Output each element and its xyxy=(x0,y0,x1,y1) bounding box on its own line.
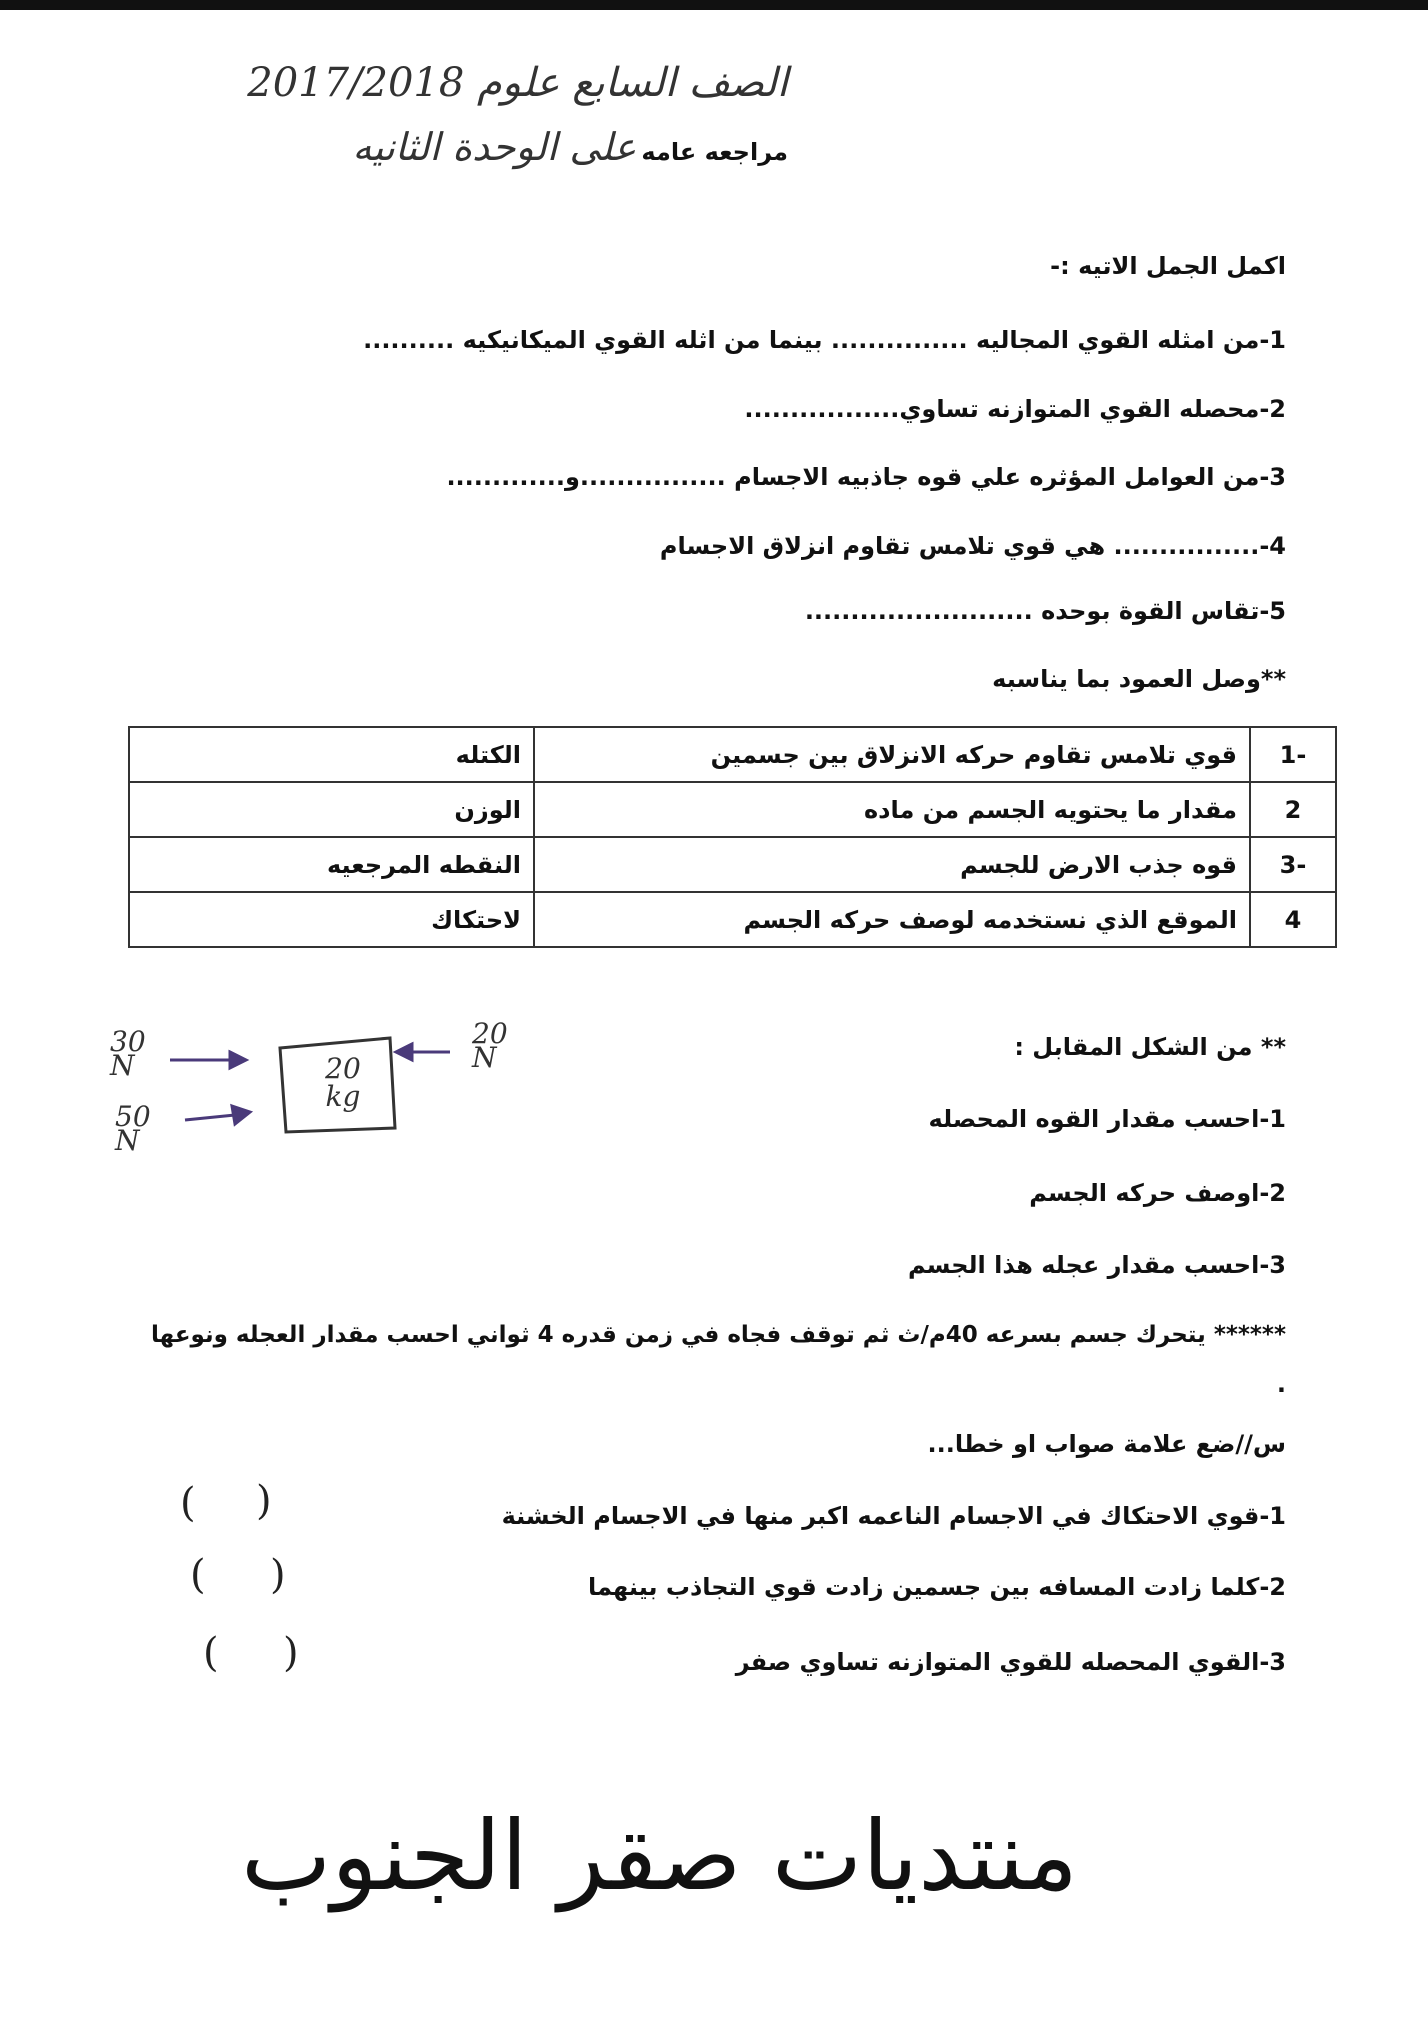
box-mass: 20 xyxy=(325,1052,361,1085)
table-row xyxy=(129,782,1336,837)
row-number: -3 xyxy=(1250,837,1336,892)
force-right: 20 N xyxy=(472,1017,508,1074)
complete-title: اكمل الجمل الاتيه :- xyxy=(1050,252,1286,280)
match-title: **وصل العمود بما يناسبه xyxy=(992,665,1286,693)
top-bar xyxy=(0,0,1428,10)
complete-item: 1-من امثله القوي المجاليه ............... بينما من اثله القوي الميكانيكيه .......... xyxy=(363,326,1286,354)
table-row xyxy=(129,892,1336,947)
answer-paren-open: ( xyxy=(190,1552,206,1598)
figure-title: ** من الشكل المقابل : xyxy=(1014,1033,1286,1061)
complete-item: 5-تقاس القوة بوحده ......................... xyxy=(804,597,1286,625)
header-line2 xyxy=(353,122,788,180)
row-number: 2 xyxy=(1250,782,1336,837)
true-false-item: 2-كلما زادت المسافه بين جسمين زادت قوي التجاذب بينهما xyxy=(587,1573,1286,1601)
force-left-bottom: 50 N xyxy=(115,1100,151,1157)
complete-item: 2-محصله القوي المتوازنه تساوي................. xyxy=(744,395,1286,423)
acceleration-problem: ****** يتحرك جسم بسرعه 40م/ث ثم توقف فجاه في زمن قدره 4 ثواني احسب مقدار العجله ونوعها xyxy=(151,1322,1286,1348)
table-row xyxy=(129,837,1336,892)
row-number: -1 xyxy=(1250,727,1336,782)
box-unit: kg xyxy=(325,1080,361,1113)
column-a-cell: مقدار ما يحتويه الجسم من ماده xyxy=(534,782,1250,837)
column-b-cell: الوزن xyxy=(129,782,534,837)
column-a-cell: الموقع الذي نستخدمه لوصف حركه الجسم xyxy=(534,892,1250,947)
header-line2-handwritten: على الوحدة الثانيه xyxy=(352,125,637,169)
column-b-cell: الكتله xyxy=(129,727,534,782)
true-false-title: س//ضع علامة صواب او خطا... xyxy=(927,1430,1286,1458)
box-label xyxy=(308,1052,378,1113)
row-number: 4 xyxy=(1250,892,1336,947)
complete-item: 4-................ هي قوي تلامس تقاوم انزلاق الاجسام xyxy=(659,532,1286,560)
true-false-item: 1-قوي الاحتكاك في الاجسام الناعمه اكبر منها في الاجسام الخشنة xyxy=(501,1502,1286,1530)
force-diagram xyxy=(100,1010,540,1180)
table-row xyxy=(129,727,1336,782)
force-left-top: 30 N xyxy=(110,1025,146,1082)
header-line2-printed: مراجعه عامه xyxy=(641,138,788,166)
header-line1: الصف السابع علوم 2017/2018 xyxy=(247,60,788,106)
column-b-cell: النقطه المرجعيه xyxy=(129,837,534,892)
match-table xyxy=(128,726,1337,948)
answer-paren-open: ( xyxy=(203,1630,219,1676)
problem-dot: . xyxy=(1276,1370,1286,1398)
complete-item: 3-من العوامل المؤثره علي قوه جاذبيه الاجسام ................و............. xyxy=(446,463,1286,491)
column-a-cell: قوه جذب الارض للجسم xyxy=(534,837,1250,892)
column-b-cell: لاحتكاك xyxy=(129,892,534,947)
figure-question: 1-احسب مقدار القوه المحصله xyxy=(928,1105,1286,1133)
forum-watermark: منتديات صقر الجنوب xyxy=(241,1800,1078,1912)
figure-question: 2-اوصف حركه الجسم xyxy=(1029,1179,1286,1207)
answer-paren-open: ( xyxy=(180,1480,196,1526)
answer-paren-close: ) xyxy=(283,1630,299,1676)
true-false-item: 3-القوي المحصله للقوي المتوازنه تساوي صفر xyxy=(735,1648,1286,1676)
column-a-cell: قوي تلامس تقاوم حركه الانزلاق بين جسمين xyxy=(534,727,1250,782)
answer-paren-close: ) xyxy=(270,1552,286,1598)
answer-paren-close: ) xyxy=(256,1478,272,1524)
figure-question: 3-احسب مقدار عجله هذا الجسم xyxy=(907,1251,1286,1279)
